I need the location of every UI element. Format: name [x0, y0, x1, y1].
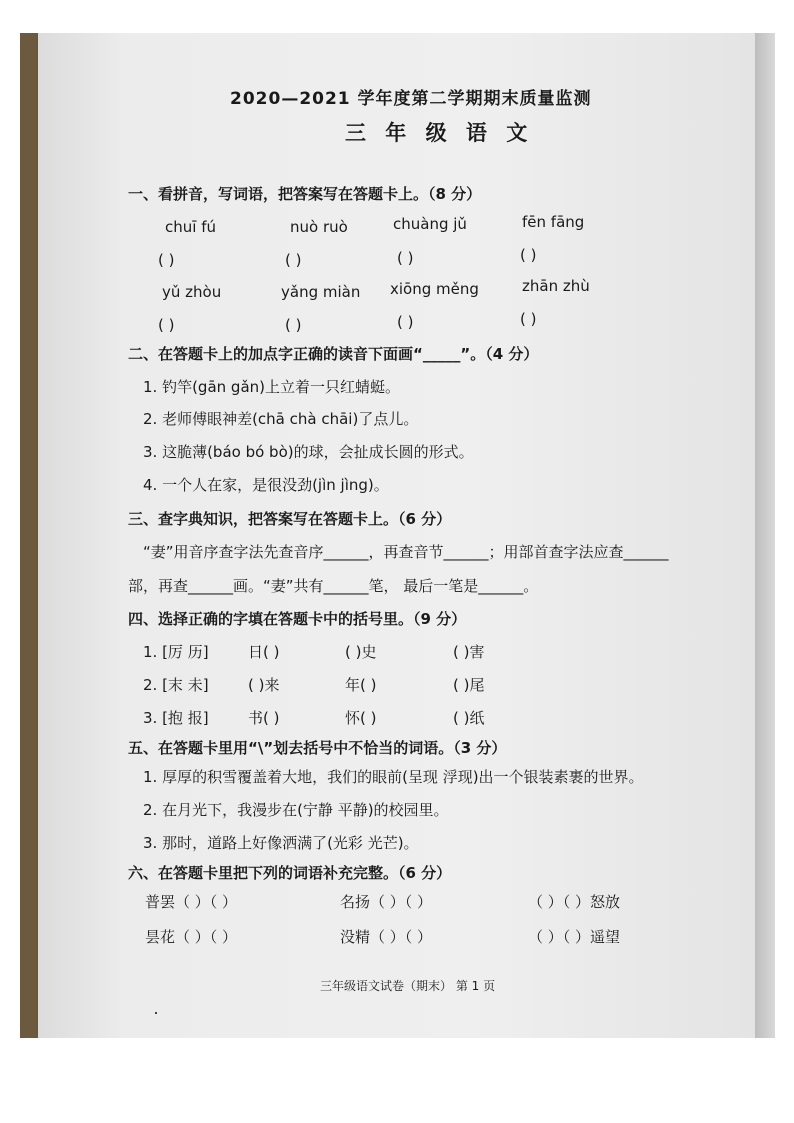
paper-speck — [155, 1012, 157, 1014]
q2-heading: 二、在答题卡上的加点字正确的读音下面画“_____”。（4 分） — [128, 345, 539, 363]
paper-edge — [755, 33, 775, 1038]
exam-title: 2020—2021 学年度第二学期期末质量监测 — [230, 89, 592, 109]
q1-blank-2: ( ) — [285, 251, 302, 269]
q4-row3-b: 怀( ) — [345, 709, 377, 727]
q4-row2-label: 2. [末 未] — [143, 676, 209, 694]
q1-pinyin-5: yǔ zhòu — [162, 283, 222, 301]
q3-heading: 三、查字典知识，把答案写在答题卡上。（6 分） — [128, 510, 452, 528]
q1-heading: 一、看拼音，写词语，把答案写在答题卡上。（8 分） — [128, 185, 482, 203]
q4-heading: 四、选择正确的字填在答题卡中的括号里。（9 分） — [128, 610, 467, 628]
exam-subtitle: 三 年 级 语 文 — [345, 121, 534, 145]
page-footer: 三年级语文试卷（期末） 第 1 页 — [320, 979, 496, 993]
q3-line-1: “妻”用音序查字法先查音序______，再查音节______；用部首查字法应查______ — [143, 543, 669, 561]
q5-heading: 五、在答题卡里用“\”划去括号中不恰当的词语。（3 分） — [128, 739, 507, 757]
exam-paper — [38, 33, 758, 1038]
q4-row3-c: ( )纸 — [453, 709, 485, 727]
q1-pinyin-7: xiōng měng — [390, 280, 479, 298]
q4-row1-a: 日( ) — [248, 643, 280, 661]
q4-row1-c: ( )害 — [453, 643, 485, 661]
q3-line-2: 部，再查______画。“妻”共有______笔， 最后一笔是______。 — [128, 577, 539, 595]
q4-row1-label: 1. [厉 历] — [143, 643, 209, 661]
q4-row2-b: 年( ) — [345, 676, 377, 694]
q4-row1-b: ( )史 — [345, 643, 377, 661]
q1-pinyin-3: chuàng jǔ — [393, 215, 467, 233]
q2-item-2: 2. 老师傅眼神差(chā chà chāi)了点儿。 — [143, 410, 419, 428]
q1-blank-3: ( ) — [397, 249, 414, 267]
q6-row1-a: 普罢（ ）（ ） — [145, 893, 238, 911]
q1-pinyin-2: nuò ruò — [290, 218, 348, 236]
q1-blank-8: ( ) — [520, 310, 537, 328]
q5-item-2: 2. 在月光下，我漫步在(宁静 平静)的校园里。 — [143, 801, 449, 819]
q1-blank-6: ( ) — [285, 316, 302, 334]
q4-row2-a: ( )来 — [248, 676, 280, 694]
q1-blank-4: ( ) — [520, 246, 537, 264]
q6-row1-c: （ ）（ ）怒放 — [528, 893, 621, 911]
q5-item-1: 1. 厚厚的积雪覆盖着大地，我们的眼前(呈现 浮现)出一个银装素裹的世界。 — [143, 768, 644, 786]
q1-blank-5: ( ) — [158, 316, 175, 334]
q4-row3-label: 3. [抱 报] — [143, 709, 209, 727]
q1-pinyin-8: zhān zhù — [522, 277, 590, 295]
q6-row1-b: 名扬（ ）（ ） — [340, 893, 433, 911]
q6-row2-c: （ ）（ ）遥望 — [528, 928, 621, 946]
q4-row3-a: 书( ) — [248, 709, 280, 727]
q1-pinyin-6: yǎng miàn — [281, 283, 361, 301]
q6-heading: 六、在答题卡里把下列的词语补充完整。（6 分） — [128, 864, 452, 882]
photo-background — [20, 33, 775, 1038]
q4-row2-c: ( )尾 — [453, 676, 485, 694]
q6-row2-a: 昙花（ ）（ ） — [145, 928, 238, 946]
q2-item-3: 3. 这脆薄(báo bó bò)的球，会扯成长圆的形式。 — [143, 443, 474, 461]
q1-pinyin-4: fēn fāng — [522, 213, 585, 231]
q5-item-3: 3. 那时，道路上好像洒满了(光彩 光芒)。 — [143, 834, 419, 852]
q2-item-4: 4. 一个人在家，是很没劲(jìn jìng)。 — [143, 476, 389, 494]
q2-item-1: 1. 钓竿(gān gǎn)上立着一只红蜻蜓。 — [143, 378, 400, 396]
q1-pinyin-1: chuī fú — [165, 218, 216, 236]
q6-row2-b: 没精（ ）（ ） — [340, 928, 433, 946]
q1-blank-7: ( ) — [397, 313, 414, 331]
q1-blank-1: ( ) — [158, 251, 175, 269]
